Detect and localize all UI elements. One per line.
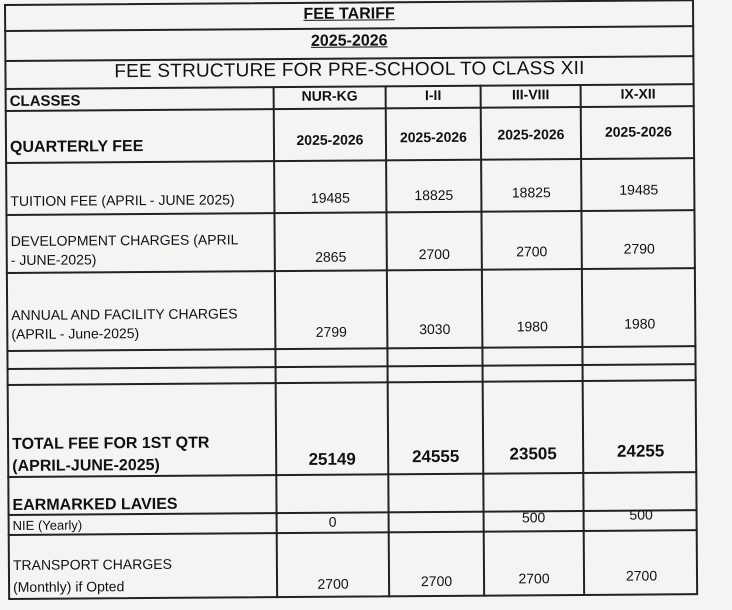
total-value: 24255 [616,441,665,461]
total-fee-label-2: (APRIL-JUNE-2025) [12,456,160,475]
annual-facility-label: ANNUAL AND FACILITY CHARGES [11,305,238,323]
fee-value: 1980 [516,318,548,335]
page-title: FEE TARIFF [303,5,395,23]
fee-value: 2865 [315,248,347,265]
quarterly-year: 2025-2026 [296,131,364,148]
development-charges-label-2: - JUNE-2025) [10,251,97,268]
structure-heading-text: FEE STRUCTURE FOR PRE-SCHOOL TO CLASS XII [114,57,585,83]
nie-value: 500 [629,506,653,523]
class-col-header: NUR-KG [301,87,358,104]
quarterly-fee-label: QUARTERLY FEE [9,138,144,156]
total-value: 25149 [308,449,356,469]
transport-value: 2700 [625,567,658,584]
annual-facility-label-2: (APRIL - June-2025) [11,325,140,342]
nie-label: NIE (Yearly) [12,517,83,533]
fee-value: 2700 [418,245,450,263]
transport-label-2: (Monthly) if Opted [13,578,125,595]
fee-value: 2799 [315,323,347,340]
fee-tariff-sheet [4,0,698,600]
class-col-header: III-VIII [511,86,550,103]
fee-value: 3030 [419,320,451,338]
tuition-fee-label: TUITION FEE (APRIL - JUNE 2025) [10,191,235,209]
development-charges-label: DEVELOPMENT CHARGES (APRIL [10,231,239,249]
earmarked-label: EARMARKED LAVIES [12,495,178,514]
transport-value: 2700 [317,575,349,592]
fee-value: 2790 [623,240,655,257]
class-col-header: IX-XII [620,85,656,102]
quarterly-year: 2025-2026 [497,126,565,143]
nie-value: 0 [328,513,337,530]
class-col-header: I-II [424,86,442,104]
quarterly-year: 2025-2026 [399,128,467,146]
fee-value: 19485 [310,189,350,206]
nie-value: 500 [521,509,546,526]
transport-value: 2700 [518,570,550,587]
fee-value: 1980 [624,315,656,332]
fee-value: 2700 [516,243,548,260]
total-fee-label: TOTAL FEE FOR 1ST QTR [12,434,210,453]
transport-value: 2700 [420,572,453,590]
fee-value: 18825 [414,186,454,204]
transport-label: TRANSPORT CHARGES [12,555,172,573]
year-title: 2025-2026 [310,32,388,50]
quarterly-year: 2025-2026 [604,123,672,140]
structure-heading [4,57,694,86]
fee-value: 18825 [511,184,551,201]
classes-header: CLASSES [9,92,81,110]
total-value: 23505 [509,444,557,464]
fee-value: 19485 [619,181,659,198]
total-value: 24555 [411,446,460,467]
